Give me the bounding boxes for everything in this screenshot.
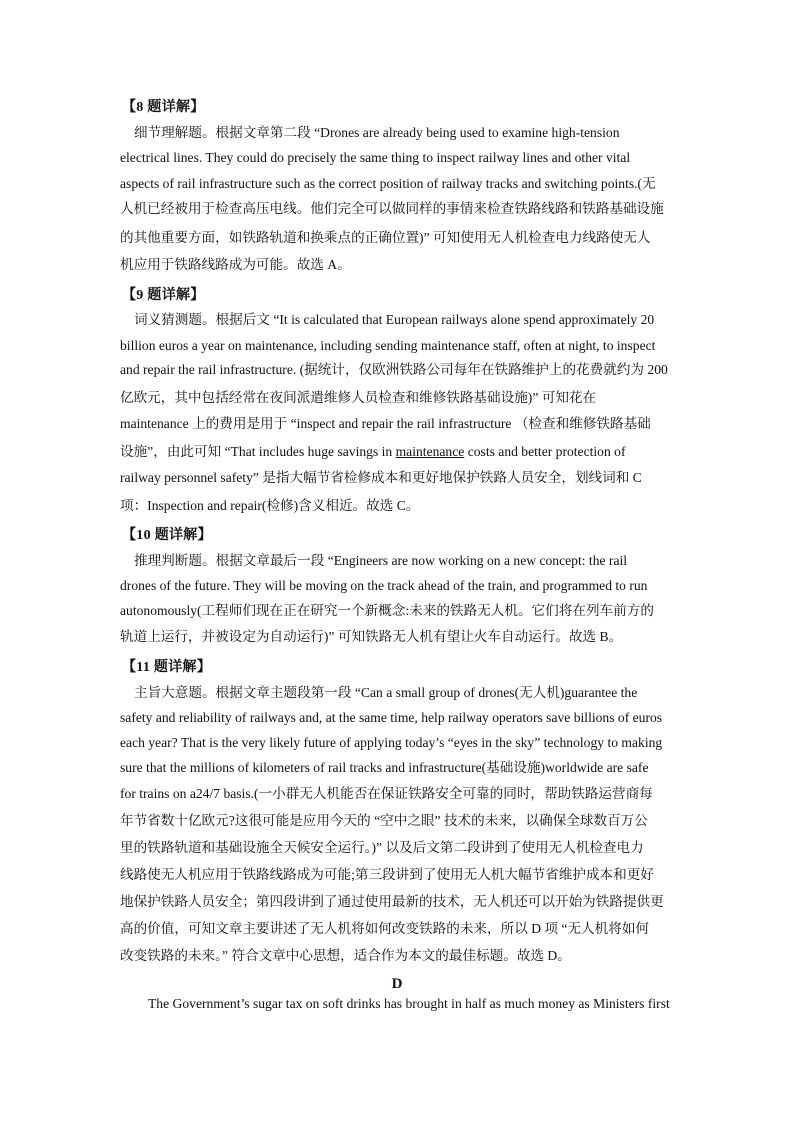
q11-heading: 【11 题详解】 — [122, 660, 212, 675]
q11-line-7: 里的铁路轨道和基础设施全天候安全运行。)” 以及后文第二段讲到了使用无人机检查电力 — [120, 840, 644, 855]
q9-line-3: and repair the rail infrastructure. (据统计，仅欧洲铁路公司每年在铁路维护上的花费就约为 200 — [120, 362, 668, 377]
q9-line-6-b: costs and better protection of — [464, 444, 626, 459]
q10-heading: 【10 题详解】 — [122, 528, 212, 543]
q11-line-3: each year? That is the very likely future of applying today’s “eyes in the sky” technology to making — [120, 735, 663, 750]
q8-line-2: electrical lines. They could do precisely the same thing to inspect railway lines and other vital — [120, 150, 631, 165]
q9-line-7: railway personnel safety” 是指大幅节省检修成本和更好地保护铁路人员安全，划线词和 C — [120, 470, 642, 485]
q9-line-1: 词义猜测题。根据后文 “It is calculated that European railways alone spend approximately 20 — [134, 312, 655, 327]
q8-line-1: 细节理解题。根据文章第二段 “Drones are already being used to examine high-tension — [134, 125, 620, 140]
q9-line-8: 项：Inspection and repair(检修)含义相近。故选 C。 — [120, 498, 420, 513]
q9-line-4: 亿欧元，其中包括经常在夜间派遣维修人员检查和维修铁路基础设施)” 可知花在 — [120, 390, 597, 405]
q11-line-4: sure that the millions of kilometers of rail tracks and infrastructure(基础设施)worldwide are safe — [120, 760, 649, 775]
q10-line-1: 推理判断题。根据文章最后一段 “Engineers are now working on a new concept: the rail — [134, 553, 628, 568]
q11-line-9: 地保护铁路人员安全；第四段讲到了通过使用最新的技术，无人机还可以开始为铁路提供更 — [120, 894, 664, 909]
underlined-word: maintenance — [395, 444, 465, 459]
q10-line-4: 轨道上运行，并被设定为自动运行)” 可知铁路无人机有望让火车自动运行。故选 B。 — [120, 629, 623, 644]
q9-heading: 【9 题详解】 — [122, 288, 205, 303]
q8-line-3: aspects of rail infrastructure such as the correct position of railway tracks and switching points.(无 — [120, 176, 656, 191]
q9-line-6-a: 设施”，由此可知 “That includes huge savings in — [120, 444, 396, 459]
q11-line-11: 改变铁路的未来。” 符合文章中心思想，适合作为本文的最佳标题。故选 D。 — [120, 948, 571, 963]
q8-line-4: 人机已经被用于检查高压电线。他们完全可以做同样的事情来检查铁路线路和铁路基础设施 — [120, 201, 664, 216]
q10-line-2: drones of the future. They will be moving on the track ahead of the train, and programmed to run — [120, 578, 648, 593]
q11-line-8: 线路使无人机应用于铁路线路成为可能;第三段讲到了使用无人机大幅节省维护成本和更好 — [120, 867, 654, 882]
q8-line-6: 机应用于铁路线路成为可能。故选 A。 — [120, 257, 351, 272]
q11-line-10: 高的价值，可知文章主要讲述了无人机将如何改变铁路的未来，所以 D 项 “无人机将如何 — [120, 921, 650, 936]
q8-heading: 【8 题详解】 — [122, 100, 205, 115]
q9-line-2: billion euros a year on maintenance, including sending maintenance staff, often at night, to inspect — [120, 338, 656, 353]
q10-line-3: autonomously(工程师们现在正在研究一个新概念:未来的铁路无人机。它们将在列车前方的 — [120, 603, 654, 618]
q11-line-2: safety and reliability of railways and, at the same time, help railway operators save billions of euros — [120, 710, 663, 725]
section-title: D — [391, 976, 403, 992]
q11-line-5: for trains on a24/7 basis.(一小群无人机能否在保证铁路安全可靠的同时，帮助铁路运营商每 — [120, 786, 653, 801]
section-d-first-line: The Government’s sugar tax on soft drinks has brought in half as much money as Ministers first — [148, 996, 670, 1011]
q11-line-6: 年节省数十亿欧元?这很可能是应用今天的 “空中之眼” 技术的未来，以确保全球数百万公 — [120, 813, 648, 828]
q9-line-5: maintenance 上的费用是用于 “inspect and repair the rail infrastructure （检查和维修铁路基础 — [120, 416, 651, 431]
q9-line-6 — [120, 443, 625, 461]
q8-line-5: 的其他重要方面，如铁路轨道和换乘点的正确位置)” 可知使用无人机检查电力线路使无人 — [120, 230, 651, 245]
q11-line-1: 主旨大意题。根据文章主题段第一段 “Can a small group of drones(无人机)guarantee the — [134, 685, 638, 700]
